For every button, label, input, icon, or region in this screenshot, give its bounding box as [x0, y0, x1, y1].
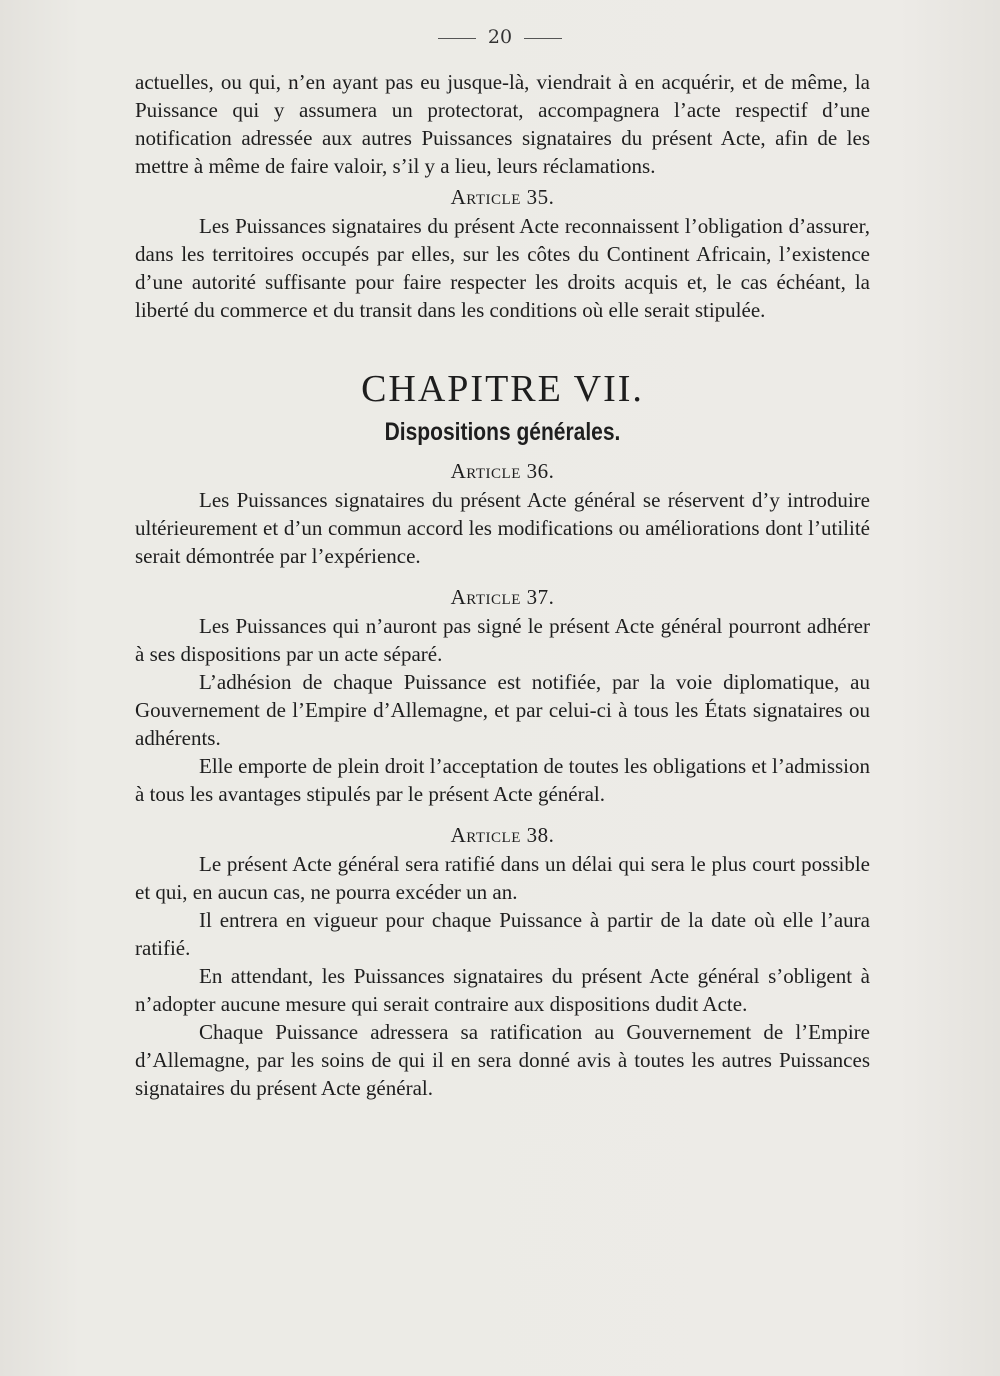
opening-paragraph: actuelles, ou qui, n’en ayant pas eu jusque-là, viendrait à en acquérir, et de même, la Puissance qui y assumera un protectorat, accompagnera l’acte respectif d’une notification adressée aux autres Puissances signataires du présent Acte, afin de les mettre à même de faire valoir, s’il y a lieu, leurs réclamations. [135, 70, 870, 178]
article-label: Article [450, 459, 521, 483]
article-number: 35. [526, 185, 555, 209]
article-37-heading [135, 583, 870, 611]
article-label: Article [450, 185, 521, 209]
article-37-paragraph-3: Elle emporte de plein droit l’acceptation de toutes les obligations et l’admission à tous les avantages stipulés par le présent Acte général. [135, 754, 870, 806]
page-number: 20 [487, 26, 513, 48]
article-label: Article [450, 823, 521, 847]
left-dash-rule [438, 38, 476, 39]
spacer [135, 570, 870, 580]
article-38-paragraph-1: Le présent Acte général sera ratifié dans un délai qui sera le plus court possible et qui, en aucun cas, ne pourra excéder un an. [135, 852, 870, 904]
article-number: 37. [526, 585, 555, 609]
spacer [135, 808, 870, 818]
article-number: 38. [526, 823, 555, 847]
article-38-heading [135, 821, 870, 849]
article-36-heading [135, 457, 870, 485]
article-35-paragraph-1: Les Puissances signataires du présent Acte reconnaissent l’obligation d’assurer, dans les territoires occupés par elles, sur les côtes du Continent Africain, l’existence d’une autorité suffisante pour faire respecter les droits acquis et, le cas échéant, la liberté du commerce et du transit dans les conditions où elle serait stipulée. [135, 214, 870, 322]
article-38-paragraph-2: Il entrera en vigueur pour chaque Puissance à partir de la date où elle l’aura ratifié. [135, 908, 870, 960]
article-38-paragraph-3: En attendant, les Puissances signataires du présent Acte général s’obligent à n’adopter aucune mesure qui serait contraire aux dispositions dudit Acte. [135, 964, 870, 1016]
document-body [135, 68, 870, 1102]
chapter-title: CHAPITRE VII. [361, 368, 644, 410]
article-36-paragraph-1: Les Puissances signataires du présent Acte général se réservent d’y introduire ultérieurement et d’un commun accord les modifications ou améliorations dont l’utilité serait démontrée par l’expérience. [135, 488, 870, 568]
article-label: Article [450, 585, 521, 609]
article-37-paragraph-2: L’adhésion de chaque Puissance est notifiée, par la voie diplomatique, au Gouvernement de l’Empire d’Allemagne, et par celui-ci à tous les États signataires ou adhérents. [135, 670, 870, 750]
page-number-header [0, 26, 1000, 48]
right-dash-rule [524, 38, 562, 39]
chapter-subtitle: Dispositions générales. [384, 418, 621, 446]
article-37-paragraph-1: Les Puissances qui n’auront pas signé le présent Acte général pourront adhérer à ses dispositions par un acte séparé. [135, 614, 870, 666]
article-35-heading [135, 183, 870, 211]
article-number: 36. [526, 459, 555, 483]
article-38-paragraph-4: Chaque Puissance adressera sa ratification au Gouvernement de l’Empire d’Allemagne, par les soins de qui il en sera donné avis à toutes les autres Puissances signataires du présent Acte général. [135, 1020, 870, 1100]
